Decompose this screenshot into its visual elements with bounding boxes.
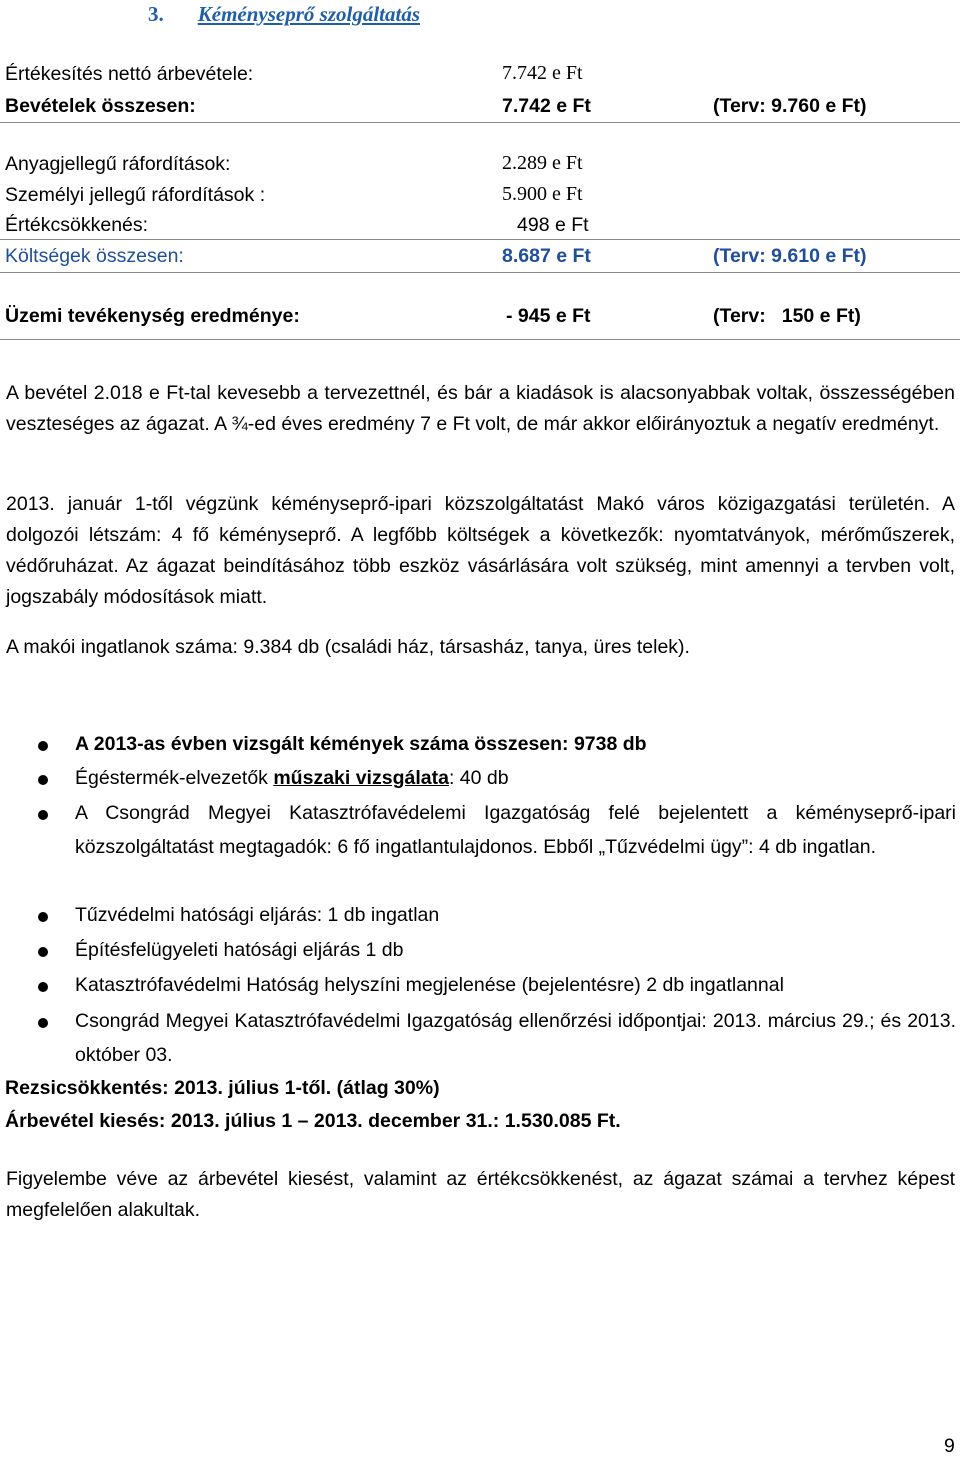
divider xyxy=(0,122,960,123)
bullet-dot xyxy=(38,1018,48,1028)
divider xyxy=(0,239,960,240)
row-label-personnel-costs: Személyi jellegű ráfordítások : xyxy=(5,184,266,206)
row-value-total-costs: 8.687 e Ft xyxy=(502,245,591,267)
plan-value: 150 e Ft) xyxy=(781,305,861,327)
flue-inspection-emphasis: műszaki vizsgálata xyxy=(273,767,449,789)
paragraph-property-count: A makói ingatlanok száma: 9.384 db (családi ház, társasház, tanya, üres telek). xyxy=(6,636,690,658)
bullet-disaster-authority: Katasztrófavédelmi Hatóság helyszíni megjelenése (bejelentésre) 2 db ingatlannal xyxy=(75,974,784,996)
flue-inspection-count: : 40 db xyxy=(448,767,509,789)
row-label-total-income: Bevételek összesen: xyxy=(5,95,196,117)
row-value-net-sales: 7.742 e Ft xyxy=(502,62,583,84)
plan-prefix: (Terv: xyxy=(713,305,766,327)
paragraph-closing: Figyelembe véve az árbevétel kiesést, valamint az értékcsökkenést, az ágazat számai a tervhez képest megfelelően alakultak. xyxy=(6,1168,955,1221)
row-value-material-costs: 2.289 e Ft xyxy=(502,152,583,174)
note-revenue-loss: Árbevétel kiesés: 2013. július 1 – 2013. december 31.: 1.530.085 Ft. xyxy=(5,1110,621,1132)
divider xyxy=(0,272,960,273)
bullet-dot xyxy=(38,982,48,992)
bullet-dot xyxy=(38,775,48,785)
bullet-chimneys-inspected: A 2013-as évben vizsgált kémények száma összesen: 9738 db xyxy=(75,733,647,755)
row-value-operating-result: - 945 e Ft xyxy=(506,305,591,327)
flue-inspection-text: Égéstermék-elvezetők xyxy=(75,767,274,789)
row-label-total-costs: Költségek összesen: xyxy=(5,245,184,267)
bullet-dot xyxy=(38,741,48,751)
row-value-personnel-costs: 5.900 e Ft xyxy=(502,183,583,205)
row-label-depreciation: Értékcsökkenés: xyxy=(5,214,149,236)
row-value-total-income: 7.742 e Ft xyxy=(502,95,591,117)
bullet-refusals: A Csongrád Megyei Katasztrófavédelemi Igazgatóság felé bejelentett a kéményseprő-ipari közszolgáltatást megtagadók: 6 fő ingatlantulajdonos. Ebből „Tűzvédelmi ügy”: 4 db ingatlan. xyxy=(75,802,956,858)
section-heading xyxy=(148,2,420,27)
section-number: 3. xyxy=(148,2,164,26)
bullet-dot xyxy=(38,912,48,922)
row-label-operating-result: Üzemi tevékenység eredménye: xyxy=(5,305,300,327)
bullet-fire-procedure: Tűzvédelmi hatósági eljárás: 1 db ingatlan xyxy=(75,904,440,926)
row-plan-operating-result xyxy=(713,305,861,328)
bullet-dot xyxy=(38,947,48,957)
row-value-depreciation: 498 e Ft xyxy=(517,214,589,236)
section-title: Kéményseprő szolgáltatás xyxy=(197,2,421,26)
note-utility-cut: Rezsicsökkentés: 2013. július 1-től. (átlag 30%) xyxy=(5,1077,440,1099)
bullet-flue-inspection xyxy=(75,761,956,795)
row-plan-total-income: (Terv: 9.760 e Ft) xyxy=(713,95,867,117)
bullet-inspection-dates: Csongrád Megyei Katasztrófavédelmi Igazgatóság ellenőrzési időpontjai: 2013. március 29.; és 2013. október 03. xyxy=(75,1010,956,1066)
paragraph-service-description: 2013. január 1-től végzünk kéményseprő-ipari közszolgáltatást Makó város közigazgatási területén. A dolgozói létszám: 4 fő kéményseprő. A legfőbb költségek a következők: nyomtatványok, mérőműszerek, védőruházat. Az ágazat beindításához több eszköz vásárlására volt szükség, mint amennyi a tervben volt, jogszabály módosítások miatt. xyxy=(6,493,955,608)
row-label-material-costs: Anyagjellegű ráfordítások: xyxy=(5,153,231,175)
row-plan-total-costs: (Terv: 9.610 e Ft) xyxy=(713,245,867,267)
divider xyxy=(0,339,960,340)
bullet-dot xyxy=(38,810,48,820)
bullet-building-procedure: Építésfelügyeleti hatósági eljárás 1 db xyxy=(75,939,404,961)
page-number: 9 xyxy=(944,1435,955,1457)
paragraph-income-summary: A bevétel 2.018 e Ft-tal kevesebb a tervezettnél, és bár a kiadások is alacsonyabbak voltak, összességében veszteséges az ágazat. A ¾-ed éves eredmény 7 e Ft volt, de már akkor előirányoztuk a negatív eredményt. xyxy=(6,382,955,435)
row-label-net-sales: Értékesítés nettó árbevétele: xyxy=(5,63,254,85)
